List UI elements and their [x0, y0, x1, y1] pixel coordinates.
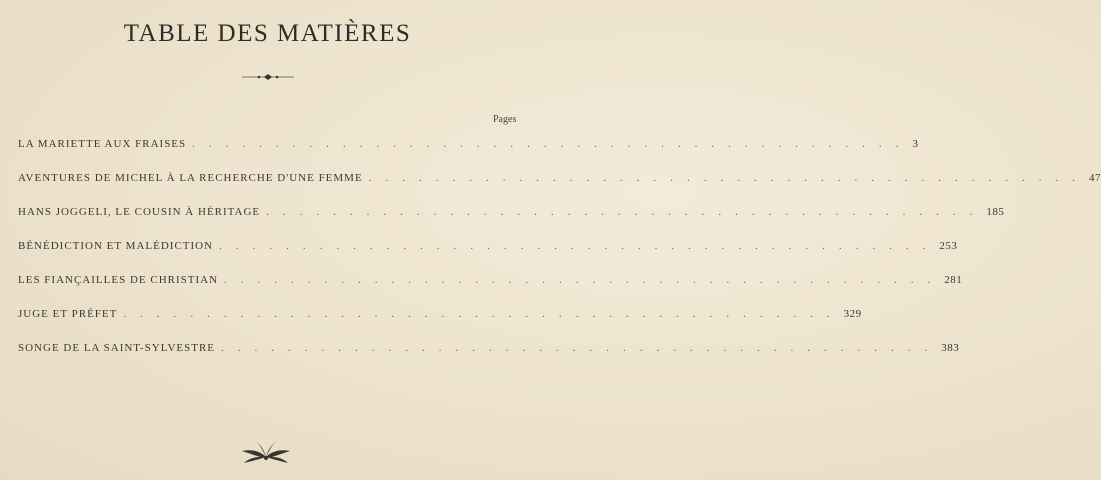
- toc-entry[interactable]: [18, 229, 958, 263]
- toc-entry-title: AVENTURES DE MICHEL À LA RECHERCHE D'UNE FEMME: [18, 172, 363, 184]
- dot-leader: ...........................................: [192, 138, 913, 150]
- toc-entry-title: SONGE DE LA SAINT-SYLVESTRE: [18, 342, 216, 354]
- toc-entry-page: 329: [843, 308, 862, 320]
- dot-leader: ...........................................: [123, 308, 844, 320]
- toc-entry-page: 281: [944, 274, 963, 286]
- toc-entry[interactable]: [18, 195, 1005, 229]
- pages-column-label: Pages: [493, 114, 517, 125]
- toc-entry[interactable]: [18, 127, 919, 161]
- toc-entry-title: HANS JOGGELI, LE COUSIN À HÉRITAGE: [18, 206, 261, 218]
- dot-leader: ...........................................: [219, 240, 940, 252]
- page-title: TABLE DES MATIÈRES: [123, 20, 412, 47]
- dot-leader: ...........................................: [368, 172, 1089, 184]
- toc-entry[interactable]: [18, 263, 963, 297]
- toc-entry-page: 3: [912, 138, 919, 150]
- rule-ornament-icon: [242, 72, 294, 82]
- toc-entry-page: 185: [986, 206, 1005, 218]
- toc-entry-title: BÉNÉDICTION ET MALÉDICTION: [18, 240, 214, 252]
- toc-entry-title: LES FIANÇAILLES DE CHRISTIAN: [18, 274, 219, 286]
- toc-entry-page: 47: [1088, 172, 1101, 184]
- fleuron-icon: [238, 437, 294, 465]
- toc-entry-title: JUGE ET PRÉFET: [18, 308, 118, 320]
- toc-entry-page: 383: [941, 342, 960, 354]
- dot-leader: ...........................................: [221, 342, 942, 354]
- toc-entry[interactable]: [18, 331, 960, 365]
- table-of-contents: [18, 127, 1101, 365]
- dot-leader: ...........................................: [266, 206, 987, 218]
- toc-entry[interactable]: [18, 161, 1101, 195]
- toc-entry[interactable]: [18, 297, 862, 331]
- dot-leader: ...........................................: [224, 274, 945, 286]
- toc-entry-page: 253: [939, 240, 958, 252]
- toc-entry-title: LA MARIETTE AUX FRAISES: [18, 138, 187, 150]
